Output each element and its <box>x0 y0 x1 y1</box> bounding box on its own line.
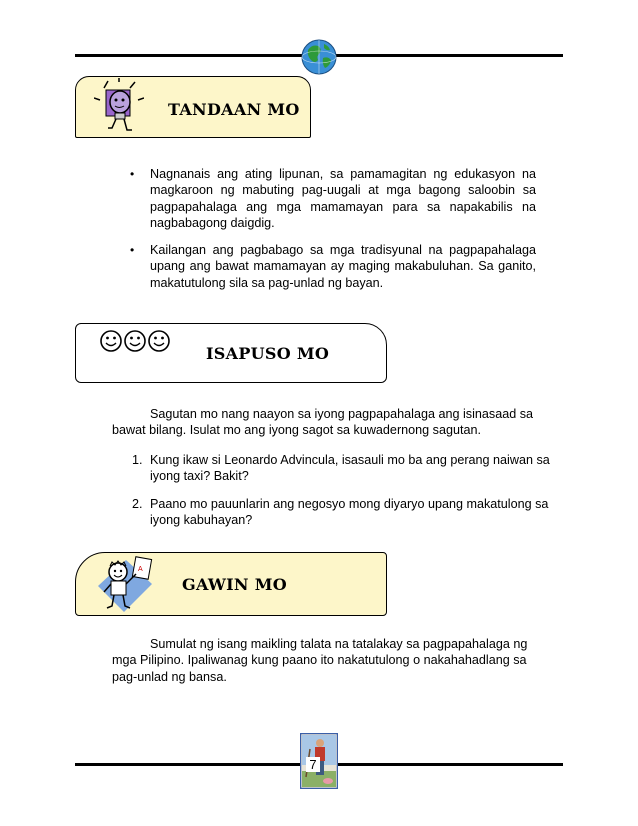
page-number: 7 <box>306 757 320 772</box>
svg-text:A: A <box>138 566 143 573</box>
isapuso-title: ISAPUSO MO <box>206 344 330 363</box>
list-item <box>132 496 550 529</box>
tandaan-title: TANDAAN MO <box>168 100 300 119</box>
question-number: 1. <box>132 453 143 467</box>
list-item: • Kailangan ang pagbabago sa mga tradisyunal na pagpapahalaga upang ang bawat mamamayan ay maging makabuluhan. Sa ganito, makatutulong sila sa pag-unlad ng bayan. <box>150 242 536 291</box>
globe-icon <box>300 38 338 76</box>
gawin-text: Sumulat ng isang maikling talata na tatalakay sa pagpapahalaga ng mga Pilipino. Ipaliwanag kung paano ito nakatutulong o nakahahadlang sa pag-unlad ng bansa. <box>112 637 528 684</box>
list-item: • Nagnanais ang ating lipunan, sa pamamagitan ng edukasyon na magkaroon ng mabuting pag-uugali at mga bagong saloobin sa pagpapahalaga ang mga mamamayan para sa napakabilis na nagbabagong daigdig. <box>150 166 536 231</box>
isapuso-intro: Sagutan mo nang naayon sa iyong pagpapahalaga ang isinasaad sa bawat bilang. Isulat mo ang iyong sagot sa kuwadernong sagutan. <box>112 407 534 438</box>
gawin-title: GAWIN MO <box>182 575 287 594</box>
lightbulb-character-icon <box>94 78 144 136</box>
isapuso-question-list <box>132 452 550 539</box>
question-number: 2. <box>132 496 143 511</box>
question-text: Kung ikaw si Leonardo Advincula, isasauli mo ba ang perang naiwan sa iyong taxi? Bakit? <box>150 453 550 484</box>
question-text: Paano mo pauunlarin ang negosyo mong diyaryo upang makatulong sa iyong kabuhayan? <box>150 496 549 527</box>
student-with-paper-icon <box>92 552 162 614</box>
smiley-faces-icon <box>99 327 171 355</box>
list-item <box>132 452 550 485</box>
tandaan-bullet-list <box>150 166 536 302</box>
